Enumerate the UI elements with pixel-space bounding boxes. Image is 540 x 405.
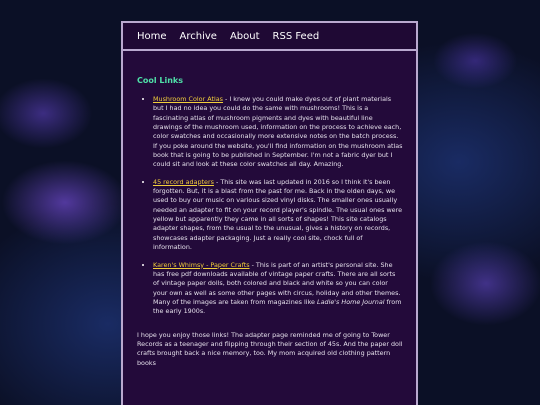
list-item — [153, 95, 403, 170]
nav-rss-link[interactable]: RSS Feed — [272, 30, 320, 42]
post-heading: Cool Links — [137, 76, 184, 85]
nav-archive-link[interactable]: Archive — [179, 30, 217, 42]
record-adapters-link[interactable]: 45 record adapters — [153, 177, 214, 186]
mushroom-atlas-link[interactable]: Mushroom Color Atlas — [153, 95, 224, 103]
paper-crafts-link[interactable]: Karen's Whimsy - Paper Crafts — [153, 260, 250, 269]
nav-about-link[interactable]: About — [229, 30, 260, 42]
top-nav — [123, 23, 416, 51]
nav-home-link[interactable]: Home — [137, 30, 167, 42]
magazine-title: Ladie's Home Journal — [317, 297, 385, 306]
list-item — [153, 261, 403, 317]
list-item-text: - This site was last updated in 2016 so I think it's been forgotten. But, it is a blast from the past for me. Back in the olden days, we used to buy our music on various sized vinyl disks. The smaller ones usually needed an adapter to fit on your record player's spindle. The usual ones were yellow but apparently they came in all sorts of shapes! This site catalogs adapter shapes, from the usual to the unusual, gives a history on records, showcases adapter packaging. Just a really cool site, chock full of information. — [153, 177, 403, 252]
page-container — [121, 21, 418, 405]
list-item-text: - This is part of an artist's personal site. She has free pdf downloads available of vintage paper crafts. There are all sorts of vintage paper dolls, both colored and black and white so you can color your own as well as some other pages with circus, holiday and other themes. Many of the images are taken from magazines like — [153, 260, 401, 306]
list-item-text: - I knew you could make dyes out of plant materials but I had no idea you could do the same with mushrooms! This is a fascinating atlas of mushroom pigments and dyes with beautiful line drawings of the mushroom used, information on the process to achieve each, color swatches and occasionally more extensive notes on the batch process. If you poke around the website, you'll find information on the mushroom atlas book that is going to be published in September. I'm not a fabric dyer but I could sit and look at these color swatches all day. Amazing. — [153, 95, 403, 169]
post-content — [123, 51, 416, 368]
list-item — [153, 178, 403, 253]
list-item-text-end: from the early 1900s. — [153, 297, 402, 316]
closing-paragraph: I hope you enjoy those links! The adapter page reminded me of going to Tower Records as a teenager and flipping through their section of 45s. And the paper doll crafts brought back a nice memory, too. My mom acquired old clothing pattern books — [137, 330, 403, 367]
link-list — [137, 95, 403, 317]
